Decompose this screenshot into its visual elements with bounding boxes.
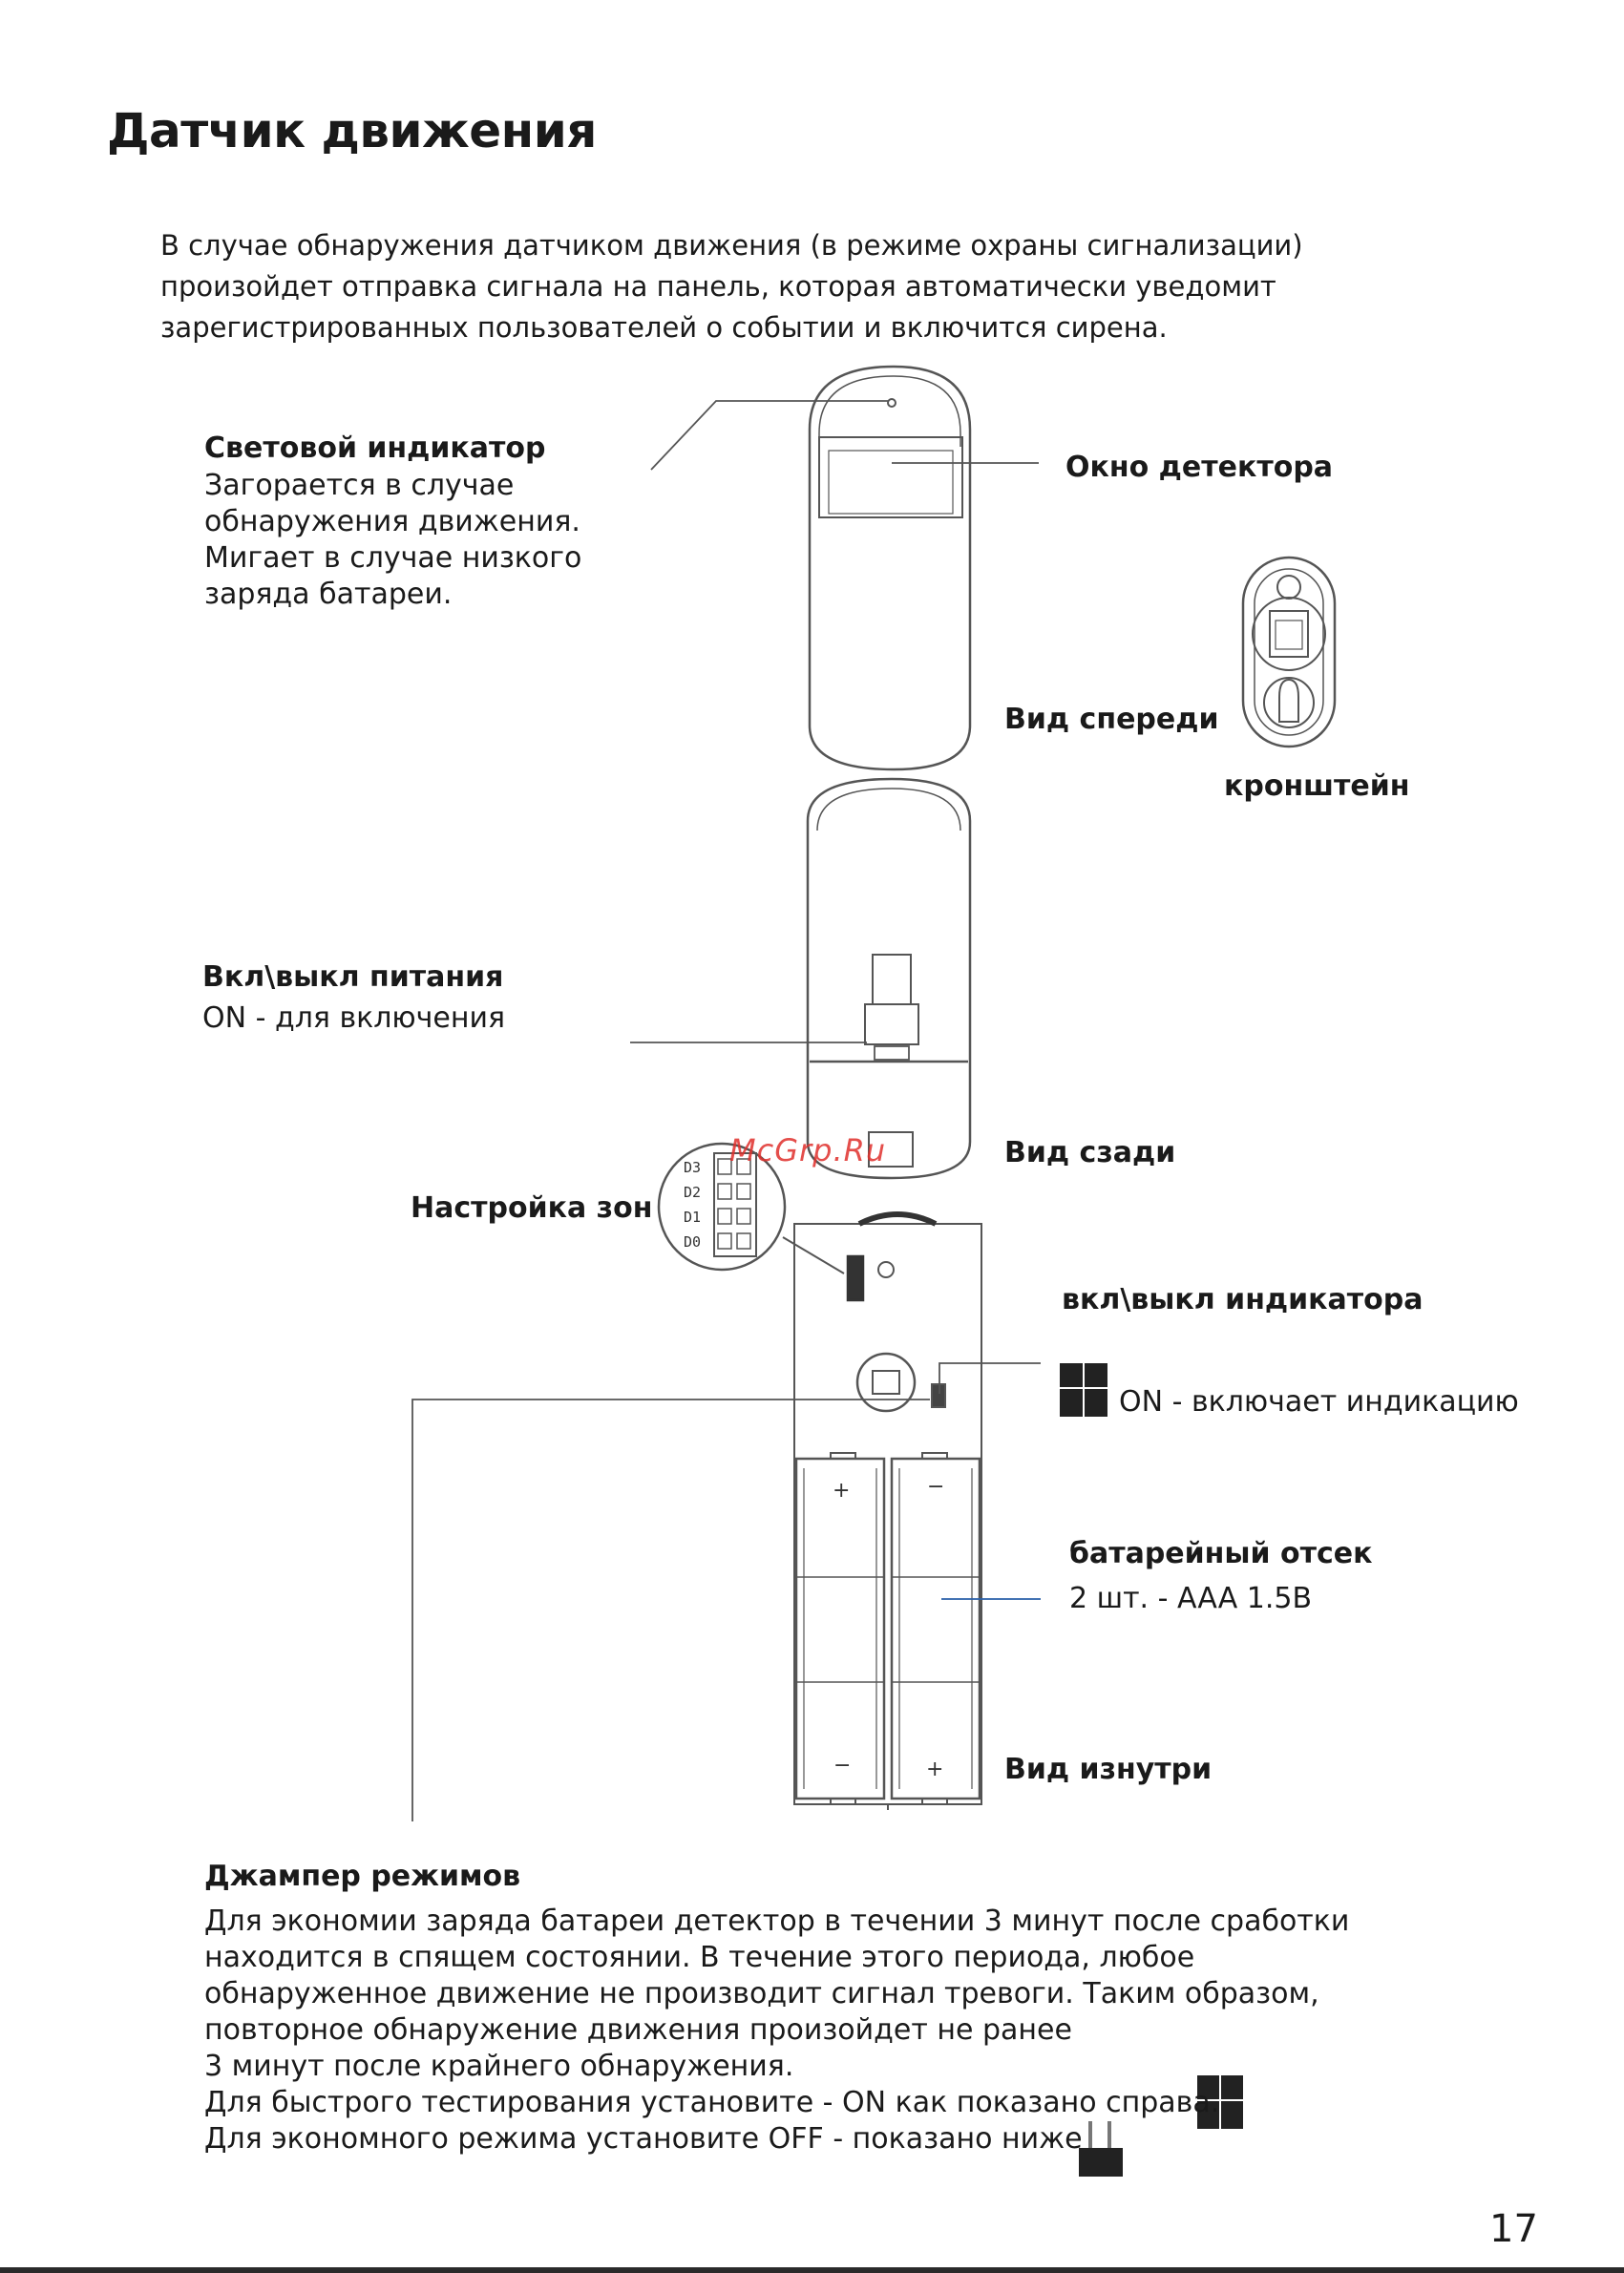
detector-window (819, 437, 962, 517)
zone-pin-label: D2 (684, 1184, 702, 1201)
jumper-line: Для экономии заряда батареи детектор в течении 3 минут после сработки (204, 1905, 1350, 1938)
jumper-title: Джампер режимов (204, 1860, 521, 1893)
jumper-line: обнаруженное движение не производит сигнал тревоги. Таким образом, (204, 1977, 1319, 2010)
led-line: Загорается в случае (204, 469, 515, 502)
zone-pin-label: D0 (684, 1233, 702, 1251)
svg-text:+: + (833, 1479, 851, 1503)
zone-pin-labels (684, 1159, 701, 1251)
led-line: обнаружения движения. (204, 505, 580, 538)
svg-text:−: − (833, 1754, 852, 1778)
watermark: McGrp.Ru (729, 1132, 887, 1168)
power-description: ON - для включения (202, 1001, 506, 1035)
front-view-body (810, 367, 970, 769)
jumper-line: повторное обнаружение движения произойдет не ранее (204, 2013, 1072, 2047)
power-switch (865, 1004, 918, 1044)
inside-view-body (794, 1214, 981, 1810)
led-title: Световой индикатор (204, 431, 546, 465)
jumper-line: 3 минут после крайнего обнаружения. (204, 2050, 794, 2083)
battery-description: 2 шт. - AAA 1.5B (1069, 1582, 1313, 1615)
leader-lines (412, 401, 1041, 1821)
detector-window-label: Окно детектора (1065, 451, 1334, 484)
led-line: Мигает в случае низкого (204, 541, 582, 575)
jumper-description (204, 1904, 1349, 2157)
jumper-line: находится в спящем состоянии. В течение этого периода, любое (204, 1941, 1195, 1974)
zone-pin-label: D1 (684, 1209, 702, 1226)
bottom-rule (0, 2267, 1624, 2273)
indicator-jumper (932, 1384, 945, 1407)
bracket-label: кронштейн (1224, 769, 1410, 803)
zone-dip-switch (848, 1256, 863, 1300)
zone-pin-label: D3 (684, 1159, 702, 1176)
jumper-line: Для экономного режима установите OFF - показано ниже (204, 2122, 1083, 2156)
led-line: заряда батареи. (204, 578, 453, 611)
intro-line: произойдет отправка сигнала на панель, которая автоматически уведомит (160, 270, 1276, 303)
battery-title: батарейный отсек (1069, 1537, 1373, 1570)
svg-text:−: − (927, 1475, 945, 1499)
bracket (1243, 558, 1335, 747)
led-dot (888, 399, 896, 407)
inside-view-label: Вид изнутри (1004, 1753, 1213, 1786)
front-view-label: Вид спереди (1004, 703, 1219, 736)
led-description (204, 468, 581, 613)
power-title: Вкл\выкл питания (202, 960, 504, 994)
jumper-on-icon (1060, 1363, 1107, 1417)
page-title: Датчик движения (107, 103, 597, 158)
back-view-label: Вид сзади (1004, 1136, 1176, 1169)
indicator-switch-description: ON - включает индикацию (1119, 1385, 1519, 1419)
jumper-line: Для быстрого тестирования установите - ON как показано справа. (204, 2086, 1220, 2119)
battery-right (892, 1459, 980, 1799)
page-number: 17 (1489, 2207, 1538, 2251)
svg-text:+: + (926, 1757, 944, 1781)
battery-left (796, 1459, 884, 1799)
intro-line: В случае обнаружения датчиком движения (в режиме охраны сигнализации) (160, 229, 1303, 262)
back-view-body (808, 779, 970, 1178)
indicator-switch-title: вкл\выкл индикатора (1062, 1283, 1424, 1316)
intro-line: зарегистрированных пользователей о событии и включится сирена. (160, 311, 1168, 344)
zones-title: Настройка зон (411, 1191, 653, 1225)
